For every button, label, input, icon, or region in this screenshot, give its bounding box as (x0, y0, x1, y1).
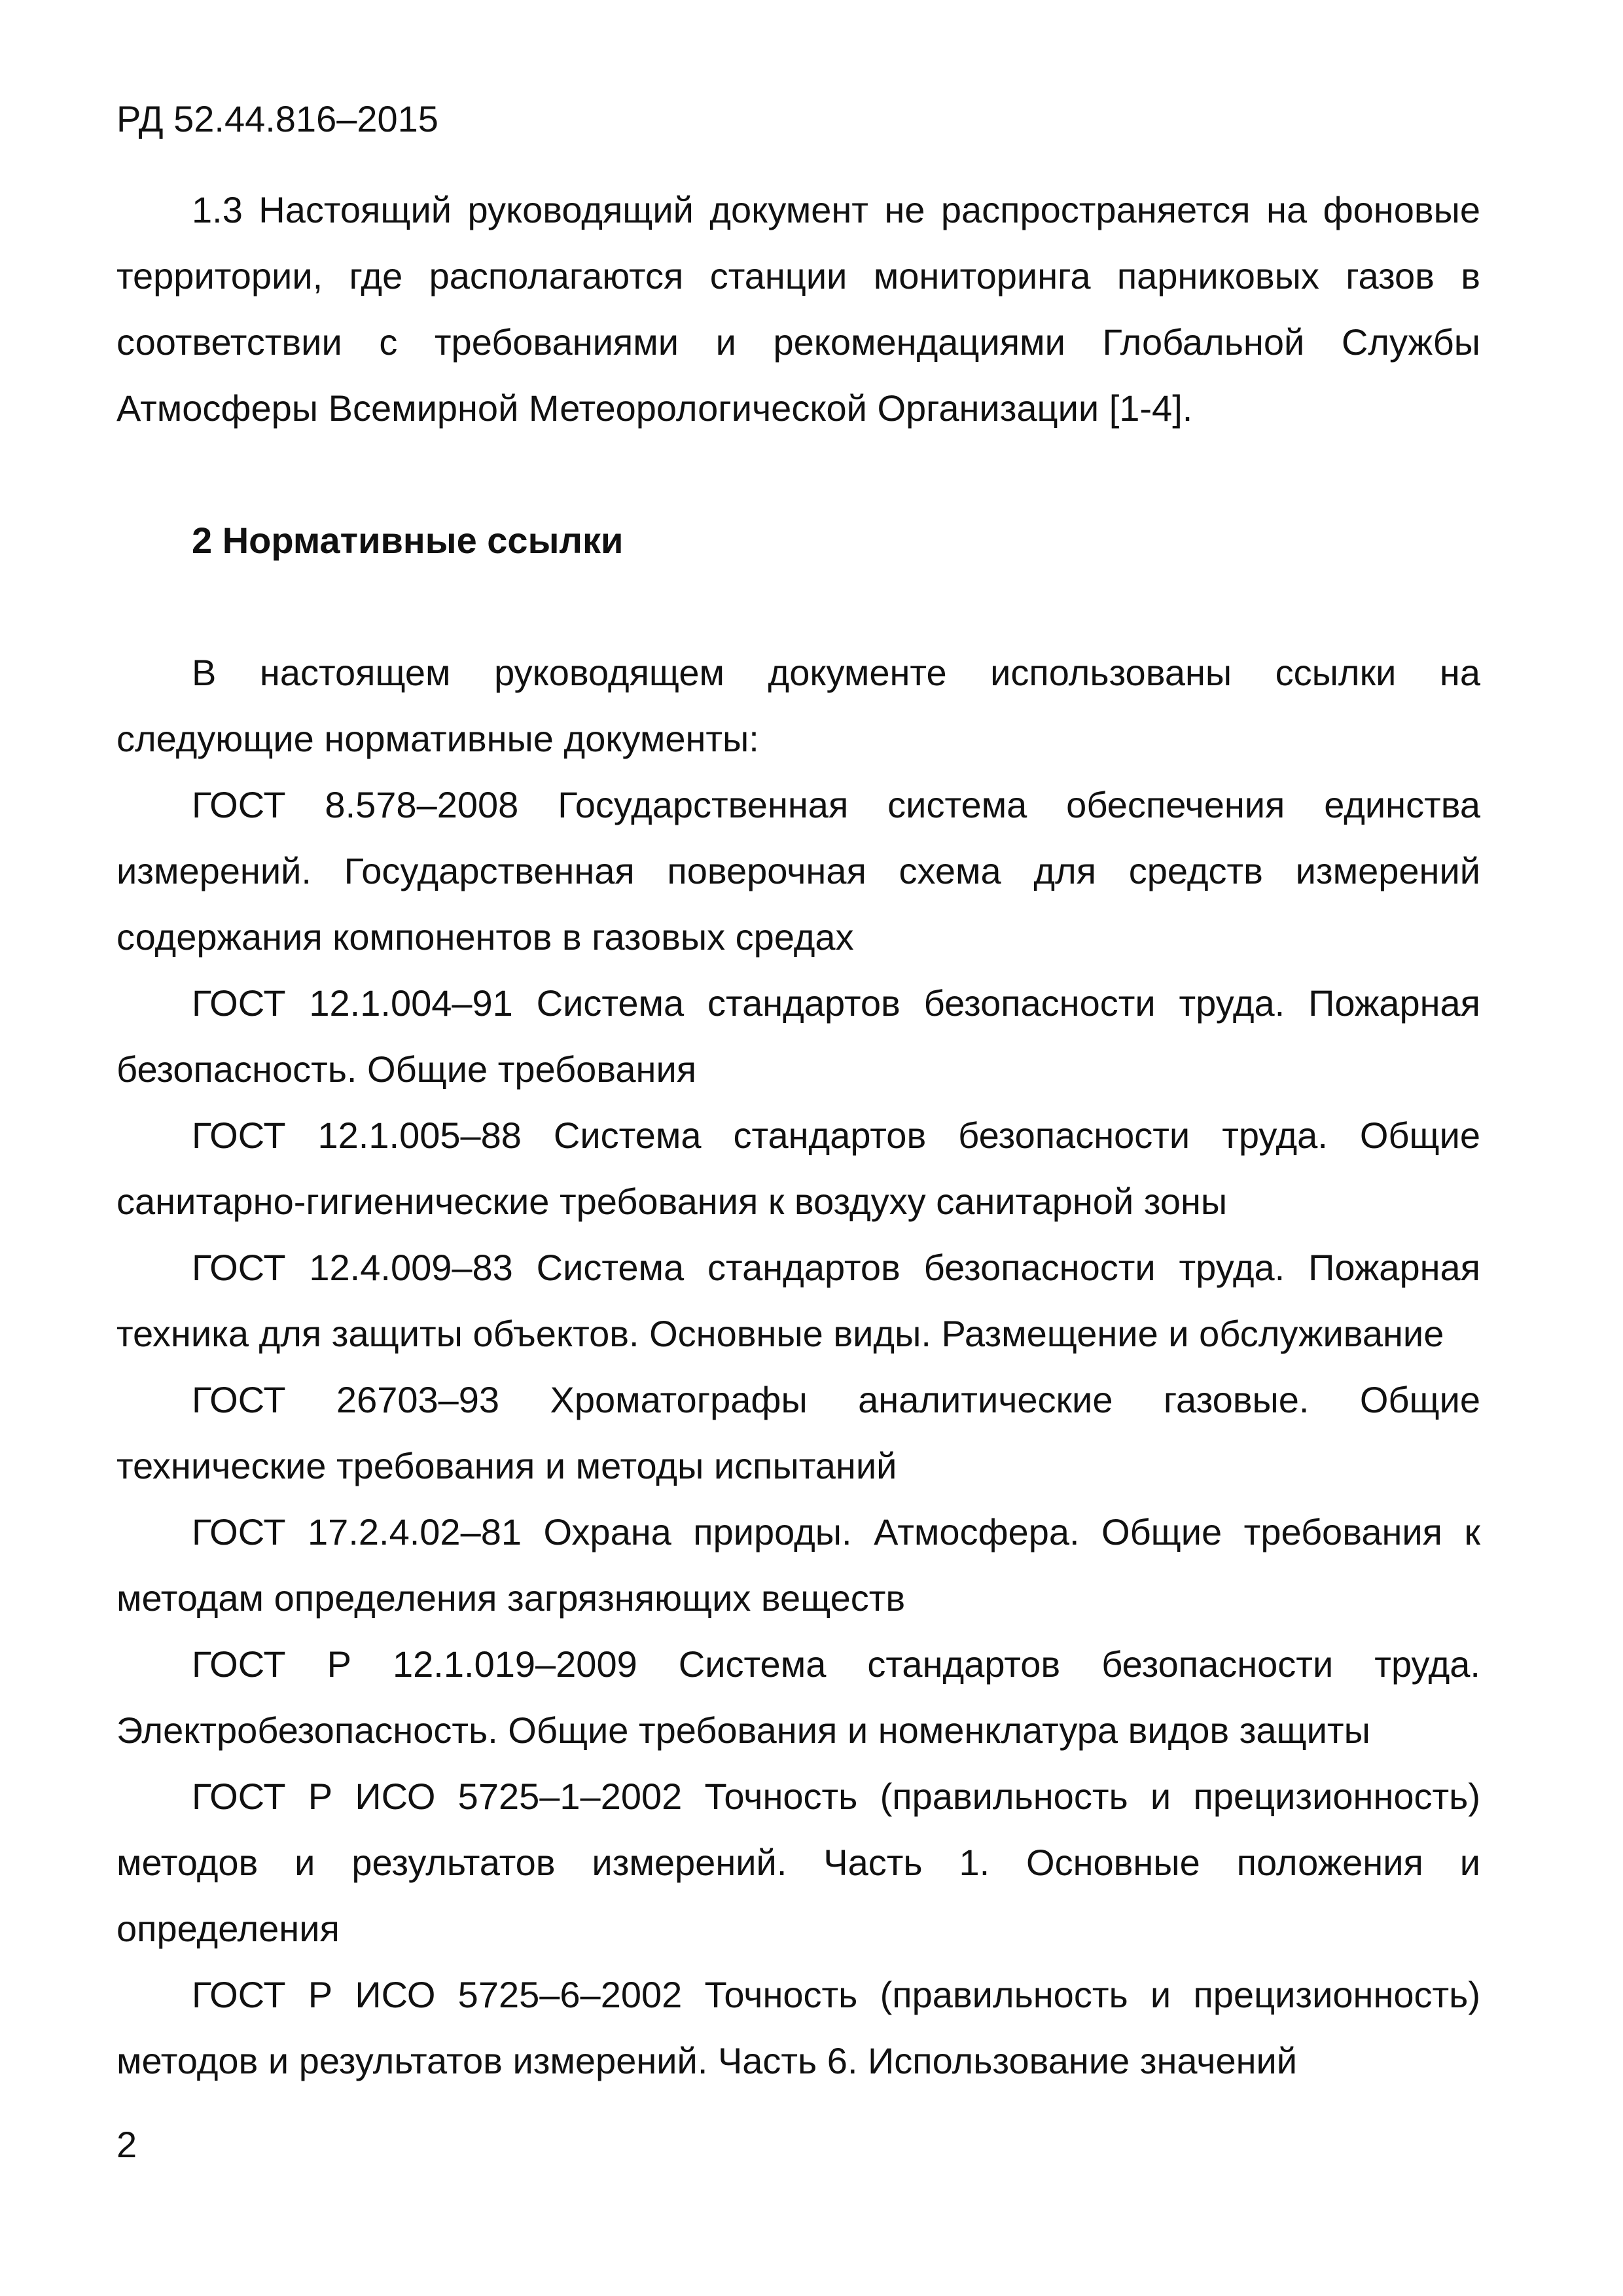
reference-item: ГОСТ Р 12.1.019–2009 Система стандартов безопасности труда. Электробезопасность. Общие требования и номенклатура видов защиты (116, 1643, 1480, 1751)
reference-item: ГОСТ 12.4.009–83 Система стандартов безопасности труда. Пожарная техника для защиты объектов. Основные виды. Размещение и обслуживание (116, 1247, 1480, 1354)
reference-item: ГОСТ 12.1.004–91 Система стандартов безопасности труда. Пожарная безопасность. Общие требования (116, 982, 1480, 1090)
reference-item: ГОСТ 8.578–2008 Государственная система обеспечения единства измерений. Государственная поверочная схема для средств измерений содержания компонентов в газовых средах (116, 784, 1480, 958)
paragraph-1-3: 1.3 Настоящий руководящий документ не распространяется на фоновые территории, где располагаются станции мониторинга парниковых газов в соответствии с требованиями и рекомендациями Глобальной Службы Атмосферы Всемирной Метеорологической Организации [1-4]. (116, 189, 1480, 429)
reference-item: ГОСТ 26703–93 Хроматографы аналитические газовые. Общие технические требования и методы испытаний (116, 1379, 1480, 1486)
document-code-header: РД 52.44.816–2015 (116, 98, 438, 139)
reference-item: ГОСТ 12.1.005–88 Система стандартов безопасности труда. Общие санитарно-гигиенические требования к воздуху санитарной зоны (116, 1115, 1480, 1222)
page-number: 2 (116, 2124, 137, 2165)
page-content (116, 177, 1480, 2094)
section-heading-normative-references: 2 Нормативные ссылки (192, 520, 624, 561)
reference-item: ГОСТ 17.2.4.02–81 Охрана природы. Атмосфера. Общие требования к методам определения загрязняющих веществ (116, 1511, 1480, 1619)
reference-item: ГОСТ Р ИСО 5725–1–2002 Точность (правильность и прецизионность) методов и результатов измерений. Часть 1. Основные положения и определения (116, 1776, 1480, 1949)
section-intro-paragraph: В настоящем руководящем документе использованы ссылки на следующие нормативные документы: (116, 652, 1480, 759)
reference-item: ГОСТ Р ИСО 5725–6–2002 Точность (правильность и прецизионность) методов и результатов измерений. Часть 6. Использование значений (116, 1974, 1480, 2081)
